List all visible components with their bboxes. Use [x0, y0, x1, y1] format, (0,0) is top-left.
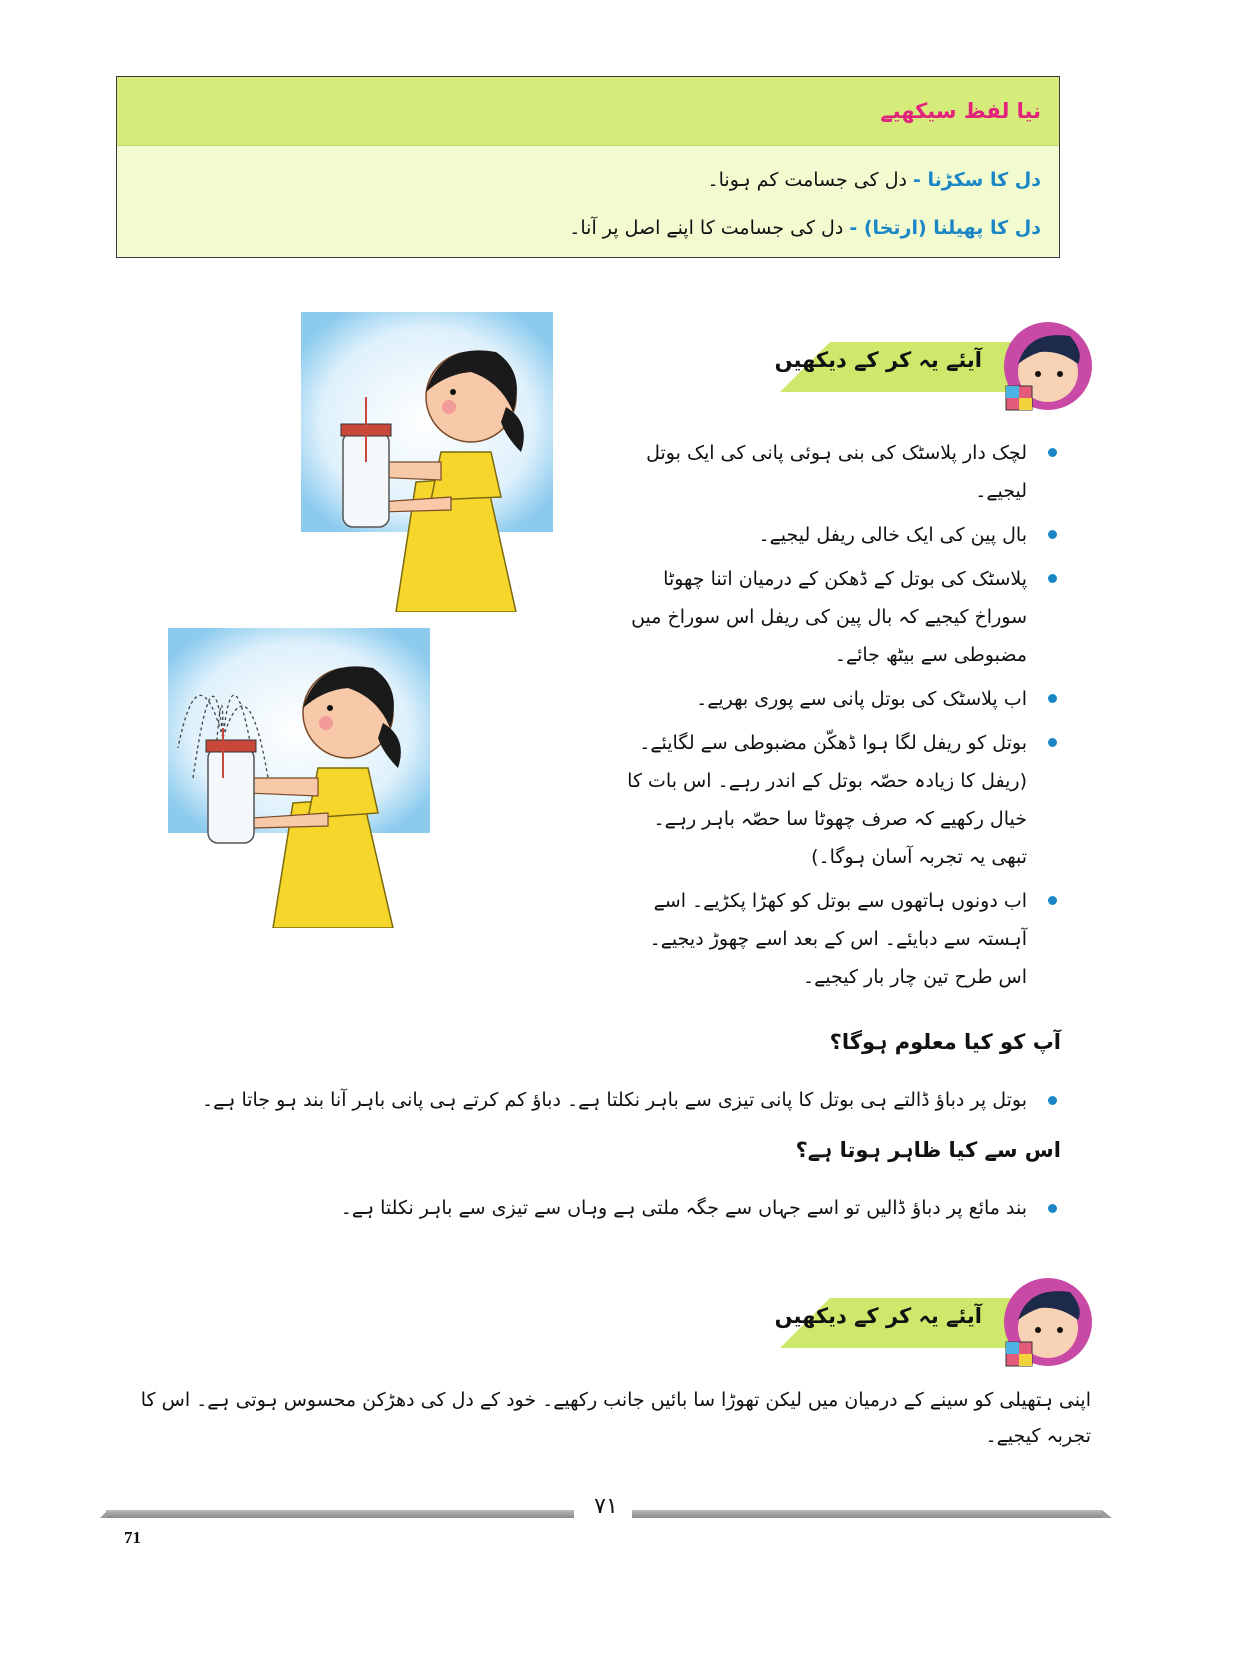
vocab-term: دل کا پھیلنا (ارتخا) -: [849, 217, 1041, 239]
question-heading: اس سے کیا ظاہر ہوتا ہے؟: [795, 1138, 1061, 1162]
vocab-definition: دل کی جسامت کم ہونا۔: [707, 169, 907, 191]
answer-bullet: [161, 1190, 1061, 1226]
vocab-header: [117, 77, 1059, 146]
list-item: [621, 560, 1061, 674]
footer-bar: [106, 1510, 574, 1518]
vocab-title: نیا لفظ سیکھیے: [880, 99, 1041, 123]
answer-text: بند مائع پر دباؤ ڈالیں تو اسے جہاں سے جگہ ملتی ہے وہاں سے تیزی سے باہر نکلتا ہے۔: [340, 1197, 1027, 1219]
list-item: [621, 516, 1061, 554]
girl-holding-bottle-illustration: [301, 312, 553, 612]
list-item: [621, 680, 1061, 718]
final-instruction: اپنی ہتھیلی کو سینے کے درمیان میں لیکن تھوڑا سا بائیں جانب رکھیے۔ خود کے دل کی دھڑکن محسوس ہوتی ہے۔ اس کا تجربہ کیجیے۔: [140, 1389, 1091, 1447]
list-item: [621, 724, 1061, 876]
list-item: [621, 882, 1061, 996]
step-text: اب دونوں ہاتھوں سے بوتل کو کھڑا پکڑیے۔ اسے آہستہ سے دبایئے۔ اس کے بعد اسے چھوڑ دیجیے۔ اس طرح تین چار بار کیجیے۔: [649, 890, 1027, 988]
vocab-definition: دل کی جسامت کا اپنے اصل پر آنا۔: [569, 217, 844, 239]
girl-squeezing-bottle-illustration: [168, 628, 430, 928]
bullet-icon: [1048, 1204, 1057, 1213]
question-heading: آپ کو کیا معلوم ہوگا؟: [829, 1030, 1061, 1054]
step-text: اب پلاسٹک کی بوتل پانی سے پوری بھریے۔: [696, 688, 1027, 710]
footer-bar: [632, 1510, 1102, 1518]
activity-steps-list: [621, 434, 1061, 1002]
step-text: لچک دار پلاسٹک کی بنی ہوئی پانی کی ایک بوتل لیجیے۔: [646, 442, 1027, 502]
activity-banner-title: آیئے یہ کر کے دیکھیں: [774, 1304, 982, 1328]
vocab-term: دل کا سکڑنا -: [913, 169, 1041, 191]
bullet-icon: [1048, 738, 1057, 747]
vocab-entry: [707, 169, 1041, 191]
footer-bar-cap: [1102, 1510, 1112, 1518]
bullet-icon: [1048, 448, 1057, 457]
bullet-icon: [1048, 1096, 1057, 1105]
bullet-icon: [1048, 694, 1057, 703]
activity-banner: [774, 1268, 1100, 1376]
vocab-box: [116, 76, 1060, 258]
bullet-icon: [1048, 530, 1057, 539]
answer-bullet: [161, 1082, 1061, 1118]
step-text: بوتل کو ریفل لگا ہوا ڈھکّن مضبوطی سے لگایئے۔ (ریفل کا زیادہ حصّہ بوتل کے اندر رہے۔ اس بات کا خیال رکھیے کہ صرف چھوٹا سا حصّہ باہر رہے۔ تبھی یہ تجربہ آسان ہوگا۔): [627, 732, 1027, 868]
bullet-icon: [1048, 574, 1057, 583]
page-number: 71: [124, 1528, 141, 1547]
bullet-icon: [1048, 896, 1057, 905]
activity-banner-title: آیئے یہ کر کے دیکھیں: [774, 348, 982, 372]
step-text: پلاسٹک کی بوتل کے ڈھکن کے درمیان اتنا چھوٹا سوراخ کیجیے کہ بال پین کی ریفل اس سوراخ میں مضبوطی سے بیٹھ جائے۔: [631, 568, 1027, 666]
list-item: [621, 434, 1061, 510]
answer-text: بوتل پر دباؤ ڈالتے ہی بوتل کا پانی تیزی سے باہر نکلتا ہے۔ دباؤ کم کرتے ہی پانی باہر آنا بند ہو جاتا ہے۔: [202, 1089, 1027, 1111]
page-number-urdu: ۷۱: [594, 1494, 618, 1519]
activity-banner: [774, 312, 1100, 420]
vocab-entry: [569, 217, 1041, 239]
step-text: بال پین کی ایک خالی ریفل لیجیے۔: [758, 524, 1027, 546]
